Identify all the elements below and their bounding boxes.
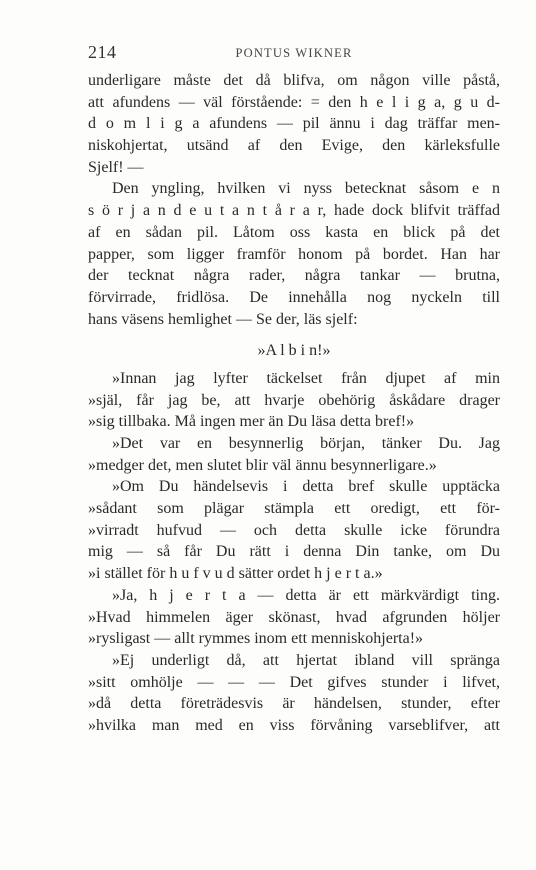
paragraph <box>88 585 500 650</box>
paragraph <box>88 70 500 178</box>
paragraph <box>88 178 500 330</box>
text-line: »Ja, h j e r t a — detta är ett märkvärdigt ting. <box>112 586 500 604</box>
body-text <box>88 70 500 737</box>
letter-salutation <box>88 340 500 362</box>
text-line: »Det var en besynnerlig början, tänker Du. Jag <box>112 435 500 452</box>
text-line: underligare måste det då blifva, om någon ville påstå, <box>88 72 500 89</box>
text-line: der tecknat några rader, några tankar — brutna, <box>88 267 500 285</box>
text-line: mig — så får Du rätt i denna Din tanke, om Du <box>88 543 500 561</box>
text-line: »Innan jag lyfter täckelset från djupet af min <box>112 369 500 387</box>
paragraph-gap <box>88 330 500 340</box>
text-line: hans väsens hemlighet — Se der, läs sjelf: <box>88 310 358 328</box>
text-line: »medger det, men slutet blir väl ännu besynnerligare.» <box>88 456 437 474</box>
paragraph <box>88 433 500 476</box>
text-line: »då detta företrädesvis är händelsen, stunder, efter <box>88 695 500 713</box>
text-line: »sitt omhölje — — — Det gifves stunder i lifvet, <box>88 673 500 691</box>
text-line: Den yngling, hvilken vi nyss betecknat såsom e n <box>112 180 500 198</box>
text-line: »Ej underligt då, att hjertat ibland vill spränga <box>112 651 500 669</box>
salutation-line: »A l b i n!» <box>257 342 331 360</box>
text-line: papper, som ligger framför honom på bordet. Han har <box>88 245 500 263</box>
text-line: Sjelf! — <box>88 158 144 176</box>
page-number: 214 <box>88 42 117 62</box>
running-head: PONTUS WIKNER <box>235 46 353 60</box>
text-line: »Hvad himmelen äger skönast, hvad afgrunden höljer <box>88 608 500 626</box>
text-line: förvirrade, fridlösa. De innehålla nog nyckeln till <box>88 288 500 306</box>
text-line: »Om Du händelsevis i detta bref skulle upptäcka <box>112 478 500 496</box>
text-line: d o m l i g a afundens — pil ännu i dag träffar men- <box>88 115 500 133</box>
text-line: niskohjertat, utsänd af den Evige, den kärleksfulle <box>88 137 500 155</box>
paragraph <box>88 476 500 584</box>
text-line: »sådant som plägar stämpla ett oredigt, ett för- <box>88 500 500 518</box>
text-line: »virradt hufvud — och detta skulle icke förundra <box>88 521 500 539</box>
text-line: »sig tillbaka. Må ingen mer än Du läsa detta bref!» <box>88 413 415 431</box>
text-line: »själ, får jag be, att hvarje obehörig åskådare drager <box>88 391 500 409</box>
text-line: »hvilka man med en viss förvåning varseblifver, att <box>88 716 500 734</box>
paragraph <box>88 368 500 433</box>
text-line: s ö r j a n d e u t a n t å r a r, hade dock blifvit träffad <box>88 202 500 220</box>
text-line: af en sådan pil. Låtom oss kasta en blick på det <box>88 223 500 241</box>
paragraph <box>88 650 500 737</box>
page-header <box>88 40 500 64</box>
text-line: »i stället för h u f v u d sätter ordet h j e r t a.» <box>88 565 383 583</box>
text-line: »rysligast — allt rymmes inom ett menniskohjerta!» <box>88 630 424 648</box>
text-line: att afundens — väl förstående: = den h e l i g a, g u d- <box>88 93 500 111</box>
